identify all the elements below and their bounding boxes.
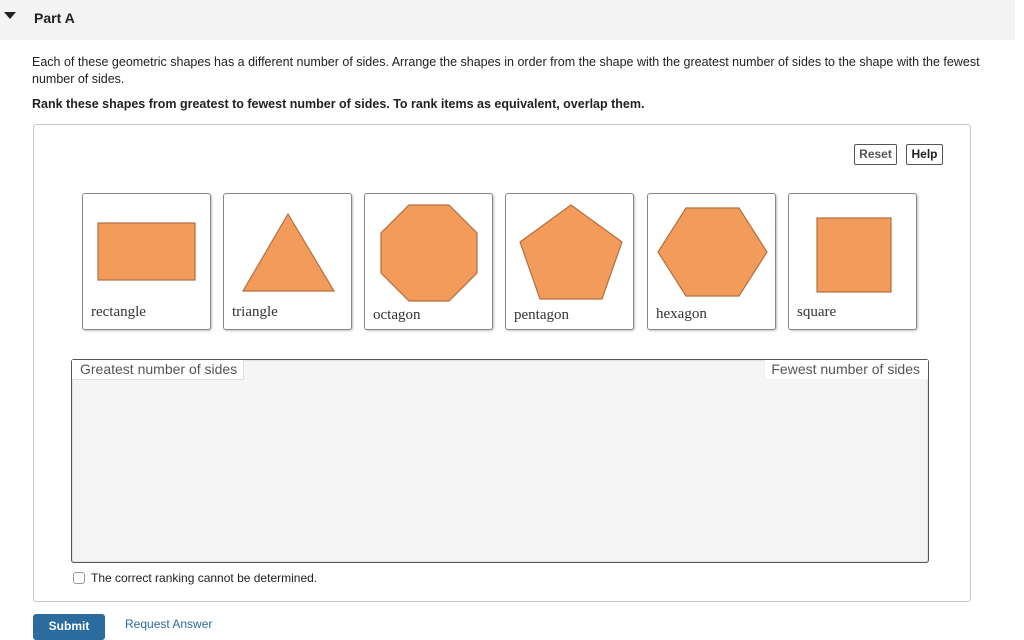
- tile-label: triangle: [232, 304, 278, 320]
- tile-triangle[interactable]: [223, 193, 352, 330]
- tile-label: octagon: [373, 307, 421, 323]
- tile-label: pentagon: [514, 307, 569, 323]
- tile-label: rectangle: [91, 304, 146, 320]
- tile-rectangle[interactable]: [82, 193, 211, 330]
- tile-label: square: [797, 304, 837, 320]
- tile-pentagon[interactable]: [505, 193, 634, 330]
- help-button[interactable]: Help: [906, 144, 943, 165]
- tile-square[interactable]: [788, 193, 917, 330]
- rank-prompt: Rank these shapes from greatest to fewest number of sides. To rank items as equivalent, overlap them.: [32, 97, 645, 111]
- part-title: Part A: [34, 10, 75, 26]
- tile-hexagon[interactable]: [647, 193, 776, 330]
- ranking-dropzone[interactable]: [71, 359, 929, 563]
- cannot-determine-label[interactable]: The correct ranking cannot be determined.: [91, 571, 318, 585]
- fewest-label: Fewest number of sides: [765, 360, 928, 379]
- cannot-determine-checkbox[interactable]: [73, 572, 85, 584]
- part-header[interactable]: [0, 0, 1015, 40]
- reset-button[interactable]: Reset: [854, 144, 897, 165]
- tile-label: hexagon: [656, 306, 707, 322]
- request-answer-link[interactable]: Request Answer: [125, 617, 213, 631]
- greatest-label: Greatest number of sides: [72, 360, 244, 380]
- instructions-text: Each of these geometric shapes has a different number of sides. Arrange the shapes in order from the shape with the greatest number of sides to the shape with the fewest number of sides.: [32, 55, 980, 86]
- tile-octagon[interactable]: [364, 193, 493, 330]
- submit-button[interactable]: Submit: [33, 614, 105, 640]
- caret-down-icon[interactable]: [4, 12, 16, 19]
